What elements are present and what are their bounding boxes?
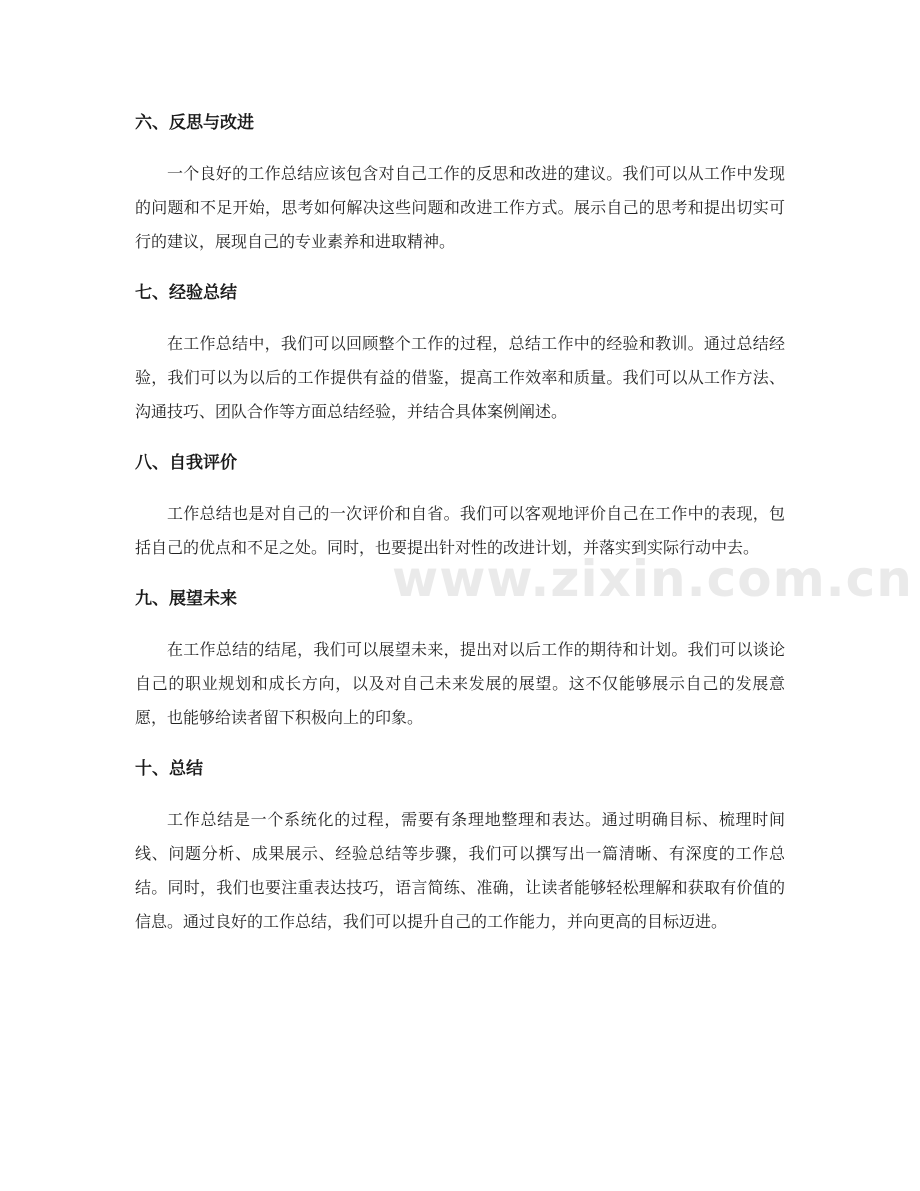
section-body-outlook: 在工作总结的结尾，我们可以展望未来，提出对以后工作的期待和计划。我们可以谈论自己的职业规划和成长方向，以及对自己未来发展的展望。这不仅能够展示自己的发展意愿，也能够给读者留下积极向上的印象。 bbox=[135, 640, 785, 727]
section-title-reflection: 六、反思与改进 bbox=[135, 113, 254, 133]
document-content bbox=[135, 106, 785, 956]
section-title-self-evaluation: 八、自我评价 bbox=[135, 453, 237, 473]
section-body-summary: 工作总结是一个系统化的过程，需要有条理地整理和表达。通过明确目标、梳理时间线、问题分析、成果展示、经验总结等步骤，我们可以撰写出一篇清晰、有深度的工作总结。同时，我们也要注重表达技巧，语言简练、准确，让读者能够轻松理解和获取有价值的信息。通过良好的工作总结，我们可以提升自己的工作能力，并向更高的目标迈进。 bbox=[135, 810, 785, 931]
section-body-self-evaluation: 工作总结也是对自己的一次评价和自省。我们可以客观地评价自己在工作中的表现，包括自己的优点和不足之处。同时，也要提出针对性的改进计划，并落实到实际行动中去。 bbox=[135, 504, 785, 557]
section-body-reflection: 一个良好的工作总结应该包含对自己工作的反思和改进的建议。我们可以从工作中发现的问题和不足开始，思考如何解决这些问题和改进工作方式。展示自己的思考和提出切实可行的建议，展现自己的专业素养和进取精神。 bbox=[135, 164, 785, 251]
section-title-outlook: 九、展望未来 bbox=[135, 589, 237, 609]
watermark: www.zixin.com.cn bbox=[392, 550, 913, 608]
section-body-experience: 在工作总结中，我们可以回顾整个工作的过程，总结工作中的经验和教训。通过总结经验，我们可以为以后的工作提供有益的借鉴，提高工作效率和质量。我们可以从工作方法、沟通技巧、团队合作等方面总结经验，并结合具体案例阐述。 bbox=[135, 334, 785, 421]
section-title-summary: 十、总结 bbox=[135, 759, 203, 779]
section-title-experience: 七、经验总结 bbox=[135, 283, 237, 303]
